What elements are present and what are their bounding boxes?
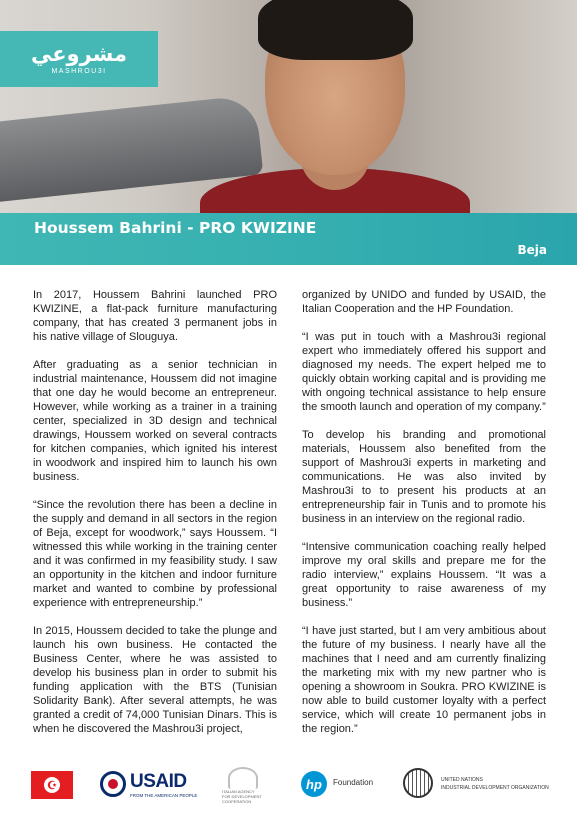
hp-foundation-label: Foundation <box>333 778 374 787</box>
usaid-seal-icon <box>100 771 126 797</box>
paragraph: In 2015, Houssem decided to take the plunge and launch his own business. He contacted the Business Center, where he was assisted to develop his business plan in order to submit his funding application with the BTS (Tunisian Solidarity Bank). After several attempts, he was granted a credit of 74,000 Tunisian Dinars. This is when he discovered the Mashrou3i project, <box>33 625 277 735</box>
italian-line: COOPERATION <box>222 799 252 804</box>
hp-foundation-logo <box>301 771 381 799</box>
page-title: Houssem Bahrini - PRO KWIZINE <box>34 219 317 237</box>
italian-line: ITALIAN AGENCY <box>222 789 255 794</box>
italian-line: FOR DEVELOPMENT <box>222 794 262 799</box>
un-emblem-icon <box>403 768 433 798</box>
usaid-wordmark: USAID <box>130 771 187 792</box>
right-column <box>302 288 546 750</box>
paragraph: After graduating as a senior technician in industrial maintenance, Houssem did not imagine that one day he would become an entrepreneur. However, while working as a trainer in a training center, specialized in 3D design and technical drawings, Houssem worked on several contracts for kitchen companies, which ignited his interest in woodwork and inspired him to launch his own business. <box>33 359 277 483</box>
partner-logos <box>0 763 577 807</box>
italian-cooperation-icon <box>228 767 258 789</box>
paragraph: organized by UNIDO and funded by USAID, the Italian Cooperation and the HP Foundation. <box>302 289 546 315</box>
portrait-hair <box>258 0 413 60</box>
usaid-tagline: FROM THE AMERICAN PEOPLE <box>130 793 198 798</box>
unido-line-2: INDUSTRIAL DEVELOPMENT ORGANIZATION <box>441 785 549 791</box>
paragraph: “Since the revolution there has been a decline in the supply and demand in all sectors in the region of Beja, except for woodwork,” says Houssem. “I witnessed this while working in the training center and it was confirmed in my feasibility study. I saw an opportunity in the kitchen and indoor furniture market and wanted to combine by professional experience with entrepreneurship.” <box>33 499 277 609</box>
tunisia-flag-icon: ☪ <box>31 771 73 799</box>
paragraph: In 2017, Houssem Bahrini launched PRO KWIZINE, a flat-pack furniture manufacturing company, that has created 3 permanent jobs in his native village of Slouguya. <box>33 289 277 343</box>
usaid-logo <box>100 769 200 801</box>
unido-logo <box>403 768 563 802</box>
paragraph: “I have just started, but I am very ambitious about the future of my business. I nearly have all the machines that I need and am currently finalizing the marketing mix with my new partner who is opening a showroom in Soukra. PRO KWIZINE is now able to build customer loyalty with a perfect service, which will create 10 permanent jobs in the region.” <box>302 625 546 735</box>
mashrou3i-logo <box>0 31 158 87</box>
unido-line-1: UNITED NATIONS <box>441 777 483 783</box>
left-column <box>33 288 277 750</box>
paragraph: “Intensive communication coaching really helped improve my oral skills and prepare me for the radio interview,” explains Houssem. “It was a great opportunity to raise awareness of my business.” <box>302 541 546 609</box>
hp-icon: hp <box>301 771 327 797</box>
logo-arabic-text: مشروعي <box>30 41 128 66</box>
italian-cooperation-logo <box>222 767 280 803</box>
italian-cooperation-text <box>222 789 262 804</box>
paragraph: “I was put in touch with a Mashrou3i regional expert who immediately offered his support and diagnosed my needs. The expert helped me to quickly obtain working capital and is providing me with ongoing technical assistance to help ensure the smooth launch and operation of my company.” <box>302 331 546 413</box>
paragraph: To develop his branding and promotional materials, Houssem also benefited from the support of Mashrou3i experts in marketing and communications. He was also invited by Mashrou3i to to present his products at an entrepreneurship fair in Tunis and to promote his business in an interview on the regional radio. <box>302 429 546 525</box>
title-band <box>0 213 577 265</box>
logo-latin-text: MASHROU3I <box>51 67 107 75</box>
location-label: Beja <box>517 243 547 257</box>
